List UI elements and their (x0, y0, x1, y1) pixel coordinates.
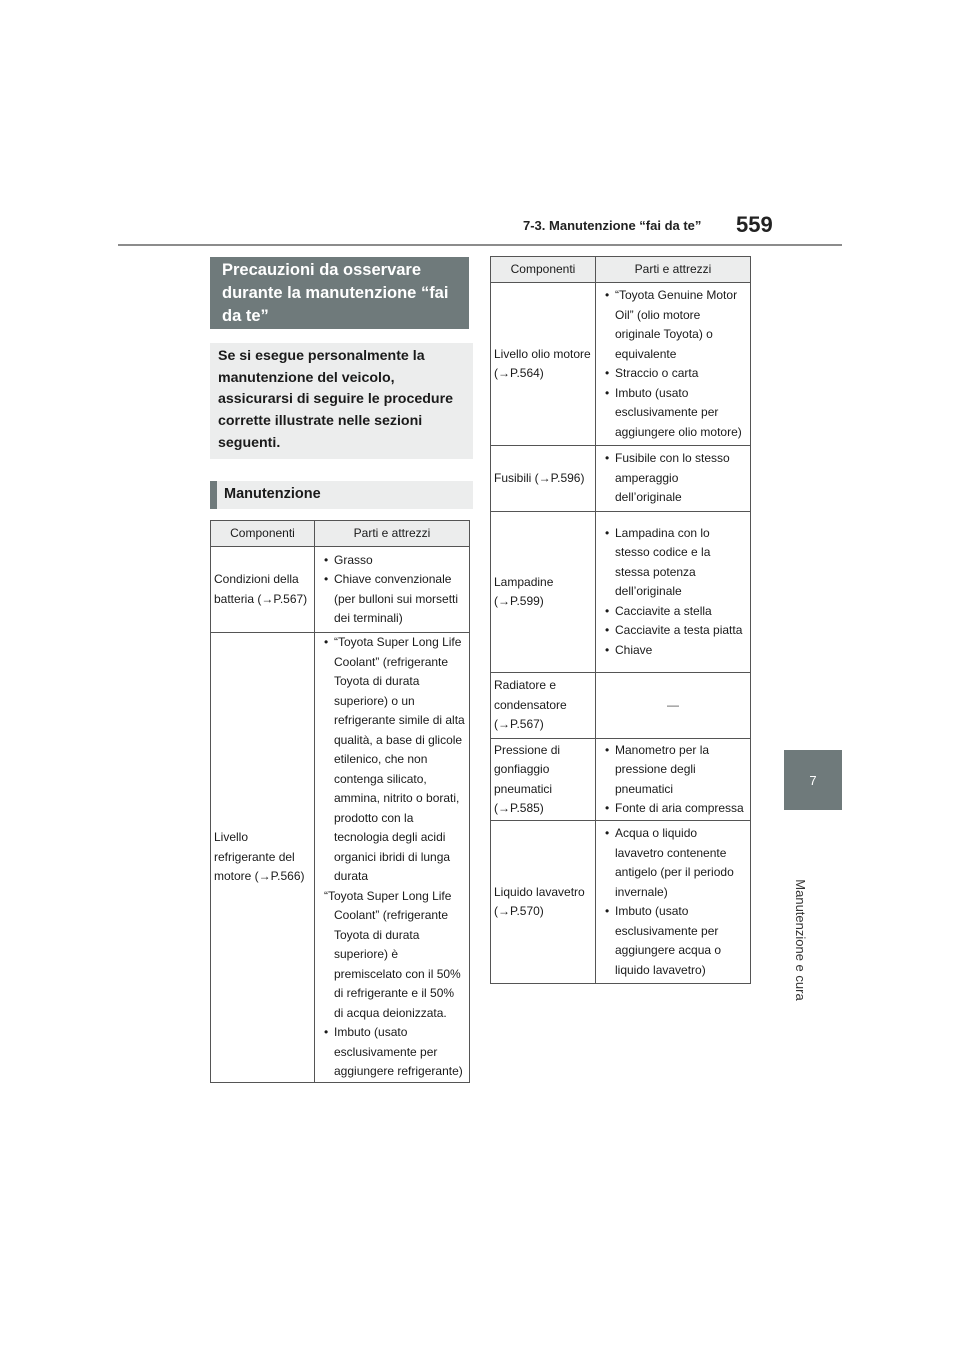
column-header-parts: Parti e attrezzi (596, 257, 751, 283)
component-cell: Livello refrigerante del motore (→P.566) (211, 633, 315, 1083)
maintenance-table-right (490, 256, 751, 984)
table-header-row (211, 521, 470, 547)
list-item: • Chiave convenzionale (per bulloni sui morsetti dei terminali) (320, 570, 466, 629)
parts-cell (596, 283, 751, 446)
component-cell: Radiatore e condensatore (→P.567) (491, 673, 596, 739)
table-row (491, 446, 751, 512)
component-cell: Livello olio motore (→P.564) (491, 283, 596, 446)
list-item-continuation: “Toyota Super Long Life Coolant” (refrigerante Toyota di durata superiore) è premiscelato con il 50% di refrigerante e il 50% di acqua deionizzata. (324, 888, 461, 1020)
maintenance-table-left (210, 520, 470, 1083)
section-title: Precauzioni da osservare durante la manutenzione “fai da te” (210, 257, 469, 329)
list-item: • Fusibile con lo stesso amperaggio dell’originale (601, 449, 747, 508)
table-row (491, 512, 751, 673)
section-header: 7-3. Manutenzione “fai da te” (523, 218, 702, 233)
component-cell: Fusibili (→P.596) (491, 446, 596, 512)
parts-cell (596, 512, 751, 673)
component-cell: Pressione di gonfiaggio pneumatici (→P.585) (491, 739, 596, 821)
component-cell: Condizioni della batteria (→P.567) (211, 547, 315, 633)
header-rule (118, 244, 842, 246)
table-header-row (491, 257, 751, 283)
parts-cell (315, 547, 470, 633)
list-item: • Imbuto (usato esclusivamente per aggiungere olio motore) (601, 384, 747, 443)
empty-parts-dash: — (596, 673, 751, 739)
chapter-number: 7 (809, 772, 817, 788)
list-item: • Cacciavite a testa piatta (601, 621, 747, 641)
list-item: • Manometro per la pressione degli pneumatici (601, 741, 747, 800)
column-header-component: Componenti (491, 257, 596, 283)
chapter-tab (784, 750, 842, 810)
component-cell: Lampadine (→P.599) (491, 512, 596, 673)
component-cell: Liquido lavavetro (→P.570) (491, 821, 596, 984)
table-row (491, 283, 751, 446)
table-row (491, 673, 751, 739)
list-item: • Chiave (601, 641, 747, 661)
table-row (211, 633, 470, 1083)
list-item: • “Toyota Super Long Life Coolant” (refrigerante Toyota di durata superiore) o un refrigerante simile di alta qualità, a base di glicole etilenico, che non contenga silicato, ammina, nitrito o borati, prodotto con la tecnologia degli acidi organici ibridi di lunga durata “Toyota Super Long Life Coolant” (refrigerante Toyota di durata superiore) è premiscelato con il 50% di refrigerante e il 50% di acqua deionizzata. (320, 633, 466, 1023)
list-item: • Cacciavite a stella (601, 602, 747, 622)
subsection-heading: Manutenzione (210, 481, 473, 509)
parts-cell (596, 821, 751, 984)
intro-text: Se si esegue personalmente la manutenzione del veicolo, assicurarsi di seguire le procedure corrette illustrate nelle sezioni seguenti. (210, 343, 473, 459)
list-item: • Grasso (320, 551, 466, 571)
chapter-label: Manutenzione e cura (793, 879, 808, 1001)
list-item: • Acqua o liquido lavavetro contenente antigelo (per il periodo invernale) (601, 824, 747, 902)
list-item: • Straccio o carta (601, 364, 747, 384)
list-item: • Imbuto (usato esclusivamente per aggiungere acqua o liquido lavavetro) (601, 902, 747, 980)
column-header-parts: Parti e attrezzi (315, 521, 470, 547)
list-item: • Lampadina con lo stesso codice e la stessa potenza dell’originale (601, 524, 747, 602)
parts-cell (596, 739, 751, 821)
page-number: 559 (736, 212, 773, 237)
list-item: • “Toyota Genuine Motor Oil” (olio motore originale Toyota) o equivalente (601, 286, 747, 364)
table-row (491, 739, 751, 821)
list-item: • Imbuto (usato esclusivamente per aggiungere refrigerante) (320, 1023, 466, 1082)
parts-cell (596, 446, 751, 512)
table-row (491, 821, 751, 984)
list-item: • Fonte di aria compressa (601, 799, 747, 819)
column-header-component: Componenti (211, 521, 315, 547)
table-row (211, 547, 470, 633)
parts-cell (315, 633, 470, 1083)
